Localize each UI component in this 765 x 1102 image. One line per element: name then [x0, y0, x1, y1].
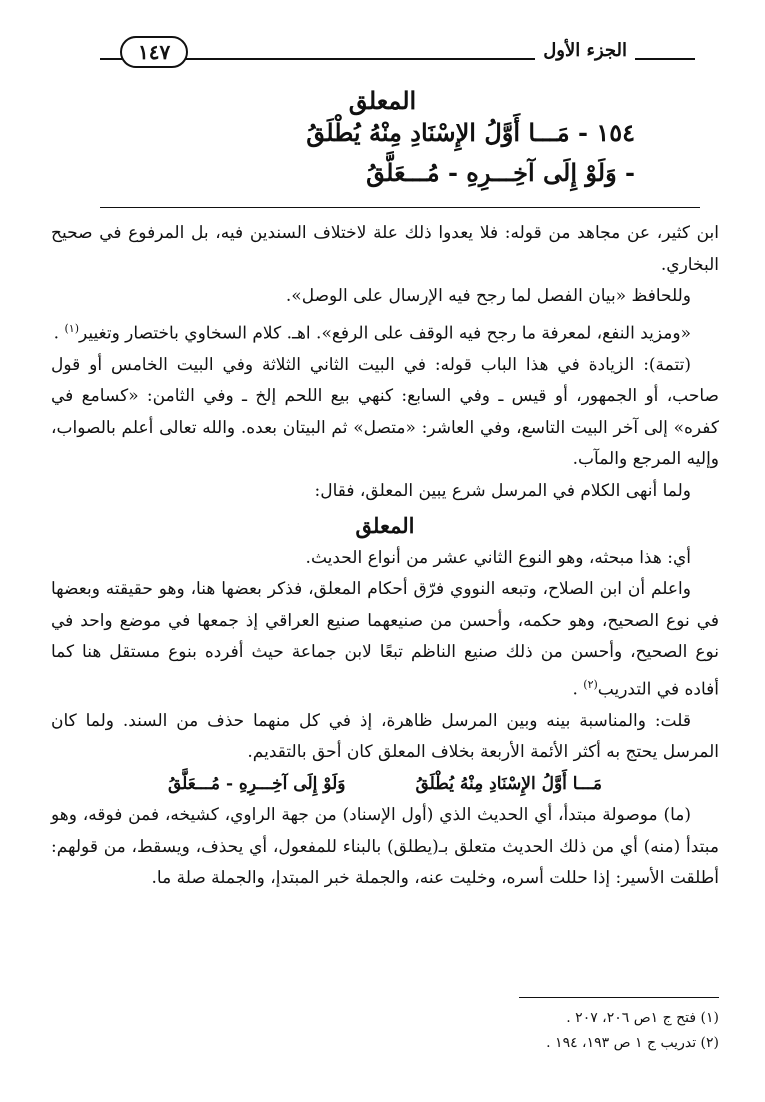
paragraph: واعلم أن ابن الصلاح، وتبعه النووي فرّق أحكام المعلق، فذكر بعضها هنا، وهو حقيقته وبعضها في نوع الصحيح، وهو حكمه، وأحسن من صنيعهما صنيع العراقي إذ جمعها في موضع واحد في نوع الصحيح، وأحسن من ذلك صنيع الناظم تبعًا لابن جماعة حيث أفرده بنوع مستقل هنا كما أفاده في التدريب$^{(٢)}$ .	[51, 579, 719, 700]
inline-verse-hemistich-1: مَـــا أَوَّلُ الإِسْنَادِ مِنْهُ يُطْلَقُ	[415, 773, 603, 794]
verse-line-2: - وَلَوْ إِلَى آخِـــرِهِ - مُـــعَلَّقُ	[366, 158, 635, 187]
footnote-divider	[519, 997, 719, 998]
tatimma-paragraph: (تتمة): الزيادة في هذا الباب قوله: في البيت الثاني الثلاثة وفي البيت الخامس أو قول صاحب، أو الجمهور، أو قيس ـ وفي السابع: كنهي بيع اللحم إلخ ـ وفي الثامن: «كسامع في كفره» إلى آخر البيت التاسع، وفي العاشر: «متصل» ثم البيتان بعده. والله تعالى أعلم بالصواب، وإليه المرجع والمآب.	[51, 354, 719, 470]
section-divider	[100, 207, 700, 208]
page-header	[100, 36, 695, 76]
section-title: المعلق	[355, 513, 415, 539]
running-title: الجزء الأول	[535, 40, 635, 61]
footnotes	[51, 1006, 719, 1056]
footnote-ref: (٢)	[583, 677, 598, 691]
paragraph-text: واعلم أن ابن الصلاح، وتبعه النووي فرّق أحكام المعلق، فذكر بعضها هنا، وهو حقيقته وبعضها في نوع الصحيح، وهو حكمه، وأحسن من صنيعهما صنيع العراقي إذ جمعها في موضع واحد في نوع الصحيح، وأحسن من ذلك صنيع الناظم تبعًا لابن جماعة حيث أفرده بنوع مستقل هنا كما أفاده في التدريب	[51, 579, 719, 700]
footnote: (١) فتح ج ١ص ٢٠٦، ٢٠٧ .	[566, 1010, 719, 1026]
inline-verse	[51, 769, 719, 801]
footnote: (٢) تدريب ج ١ ص ١٩٣، ١٩٤ .	[546, 1035, 719, 1051]
paragraph: وللحافظ «بيان الفصل لما رجح فيه الإرسال على الوصل».	[285, 286, 691, 306]
verse-line-1: ١٥٤ - مَـــا أَوَّلُ الإِسْنَادِ مِنْهُ يُطْلَقُ	[306, 118, 635, 147]
inline-verse-hemistich-2: وَلَوْ إِلَى آخِـــرِهِ - مُـــعَلَّقُ	[167, 773, 346, 794]
commentary-body	[51, 218, 719, 895]
paragraph-text: «ومزيد النفع، لمعرفة ما رجح فيه الوقف على الرفع». اهـ. كلام السخاوي باختصار وتغيير	[79, 323, 691, 344]
paragraph: (ما) موصولة مبتدأ، أي الحديث الذي (أول الإسناد) من جهة الراوي، كشيخه، فمن فوقه، وهو مبتدأ (منه) أي من ذلك الحديث متعلق بـ(يطلق) بالبناء للمفعول، أي يحذف، ويسقط، من قولهم: أطلقت الأسير: إذا حللت أسره، وخليت عنه، والجملة خبر المبتدإ، والجملة صلة ما.	[51, 805, 719, 889]
transition-paragraph: ولما أنهى الكلام في المرسل شرع يبين المعلق، فقال:	[314, 480, 691, 501]
paragraph: قلت: والمناسبة بينه وبين المرسل ظاهرة، إذ في كل منهما حذف من السند. ولما كان المرسل يحتج به أكثر الأئمة الأربعة بخلاف المعلق كان أحق بالتقديم.	[51, 710, 719, 763]
paragraph: ابن كثير، عن مجاهد من قوله: فلا يعدوا ذلك علة لاختلاف السندين فيه، بل المرفوع في صحيح البخاري.	[51, 223, 719, 275]
paragraph: «ومزيد النفع، لمعرفة ما رجح فيه الوقف على الرفع». اهـ. كلام السخاوي باختصار وتغيير$^{(١)}$ .	[53, 321, 691, 344]
page-number: ١٤٧	[120, 36, 188, 68]
footnote-ref: (١)	[64, 321, 79, 335]
paragraph: أي: هذا مبحثه، وهو النوع الثاني عشر من أنواع الحديث.	[305, 547, 691, 568]
verse-heading: المعلق	[348, 86, 417, 115]
